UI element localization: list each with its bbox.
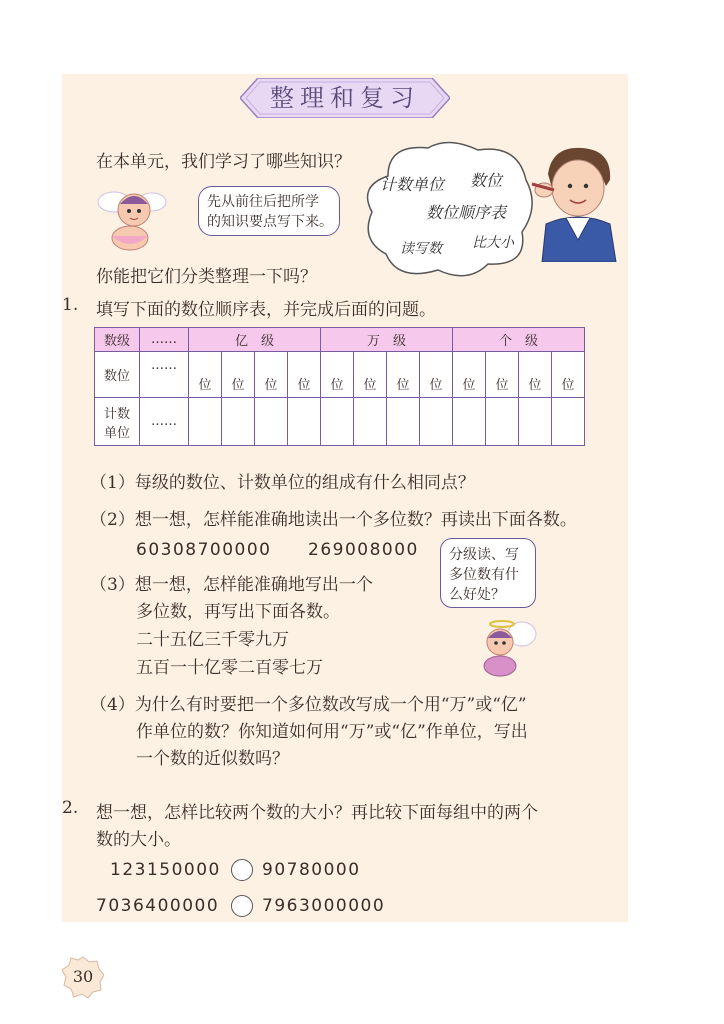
tip2-line-2: 多位数有什 bbox=[449, 567, 519, 583]
read-number-1: 60308700000 bbox=[136, 540, 272, 560]
compare-left-2: 7036400000 bbox=[96, 896, 220, 916]
unit-cell[interactable] bbox=[486, 398, 519, 446]
read-number-2: 269008000 bbox=[308, 540, 419, 560]
angel-icon bbox=[470, 616, 540, 678]
dots-cell: …… bbox=[140, 352, 189, 398]
q1-text: 填写下面的数位顺序表，并完成后面的问题。 bbox=[96, 300, 436, 320]
cloud-word-3: 数位顺序表 bbox=[426, 203, 507, 222]
row-head-units bbox=[95, 398, 140, 446]
unit-cell[interactable] bbox=[189, 398, 222, 446]
subquestion-2: （2）想一想，怎样能准确地读出一个多位数？再读出下面各数。 bbox=[90, 510, 577, 530]
table-row-places bbox=[95, 352, 585, 398]
intro-text: 在本单元，我们学习了哪些知识？ bbox=[96, 152, 351, 172]
subquestion-4-line-1: （4）为什么有时要把一个多位数改写成一个用“万”或“亿” bbox=[90, 695, 527, 715]
write-number-2: 五百一十亿零二百零七万 bbox=[136, 658, 323, 678]
subquestion-3-line-2: 多位数，再写出下面各数。 bbox=[136, 602, 340, 622]
ge-level-cell: 个 级 bbox=[453, 328, 585, 352]
angel-tip-line-2: 的知识要点写下来。 bbox=[207, 214, 333, 230]
place-cell[interactable]: 位 bbox=[420, 352, 453, 398]
cloud-word-2: 数位 bbox=[470, 171, 503, 190]
boy-icon bbox=[528, 144, 622, 262]
subquestion-4-line-3: 一个数的近似数吗？ bbox=[136, 749, 289, 769]
unit-cell[interactable] bbox=[321, 398, 354, 446]
unit-cell[interactable] bbox=[387, 398, 420, 446]
place-cell[interactable]: 位 bbox=[321, 352, 354, 398]
place-cell[interactable]: 位 bbox=[354, 352, 387, 398]
unit-cell[interactable] bbox=[222, 398, 255, 446]
place-cell[interactable]: 位 bbox=[519, 352, 552, 398]
subquestion-1: （1）每级的数位、计数单位的组成有什么相同点？ bbox=[90, 473, 475, 493]
compare-answer-circle-1[interactable] bbox=[231, 859, 253, 881]
row-head-levels: 数级 bbox=[95, 328, 140, 352]
place-cell[interactable]: 位 bbox=[552, 352, 585, 398]
page-number: 30 bbox=[72, 967, 94, 986]
unit-cell[interactable] bbox=[420, 398, 453, 446]
unit-cell[interactable] bbox=[453, 398, 486, 446]
write-number-1: 二十五亿三千零九万 bbox=[136, 630, 289, 650]
place-cell[interactable]: 位 bbox=[255, 352, 288, 398]
place-cell[interactable]: 位 bbox=[222, 352, 255, 398]
place-cell[interactable]: 位 bbox=[453, 352, 486, 398]
unit-cell[interactable] bbox=[519, 398, 552, 446]
cloud-word-4: 读写数 bbox=[400, 241, 442, 257]
q2-number: 2. bbox=[62, 798, 79, 818]
dots-cell: …… bbox=[140, 328, 189, 352]
cloud-word-1: 计数单位 bbox=[380, 175, 445, 194]
page-title: 整理和复习 bbox=[270, 84, 420, 112]
q2-line-2: 数的大小。 bbox=[96, 830, 181, 850]
subquestion-4-line-2: 作单位的数？你知道如何用“万”或“亿”作单位，写出 bbox=[136, 722, 528, 742]
q2-line-1: 想一想，怎样比较两个数的大小？再比较下面每组中的两个 bbox=[96, 803, 538, 823]
q1-number: 1. bbox=[62, 295, 79, 315]
title-banner bbox=[240, 78, 450, 118]
compare-left-1: 123150000 bbox=[110, 860, 221, 880]
dots-cell: …… bbox=[140, 398, 189, 446]
place-cell[interactable]: 位 bbox=[387, 352, 420, 398]
tip-bubble-2 bbox=[440, 538, 536, 608]
place-cell[interactable]: 位 bbox=[288, 352, 321, 398]
tip2-line-1: 分级读、写 bbox=[449, 547, 519, 563]
compare-answer-circle-2[interactable] bbox=[231, 895, 253, 917]
unit-cell[interactable] bbox=[288, 398, 321, 446]
table-row-levels bbox=[95, 328, 585, 352]
angel-icon bbox=[92, 180, 172, 254]
yi-level-cell: 亿 级 bbox=[189, 328, 321, 352]
subquestion-3-line-1: （3）想一想，怎样能准确地写出一个 bbox=[90, 575, 373, 595]
cloud-word-5: 比大小 bbox=[472, 235, 514, 251]
row-head-places: 数位 bbox=[95, 352, 140, 398]
angel-tip-bubble bbox=[198, 186, 340, 236]
compare-right-1: 90780000 bbox=[262, 860, 361, 880]
unit-cell[interactable] bbox=[255, 398, 288, 446]
wan-level-cell: 万 级 bbox=[321, 328, 453, 352]
place-value-table bbox=[94, 327, 585, 446]
tip2-line-3: 么好处？ bbox=[449, 587, 505, 603]
compare-right-2: 7963000000 bbox=[262, 896, 386, 916]
row-head-units-line-2: 单位 bbox=[103, 425, 130, 441]
unit-cell[interactable] bbox=[354, 398, 387, 446]
place-cell[interactable]: 位 bbox=[486, 352, 519, 398]
table-row-units bbox=[95, 398, 585, 446]
place-cell[interactable]: 位 bbox=[189, 352, 222, 398]
classify-text: 你能把它们分类整理一下吗？ bbox=[96, 267, 317, 287]
row-head-units-line-1: 计数 bbox=[103, 406, 130, 422]
unit-cell[interactable] bbox=[552, 398, 585, 446]
angel-tip-line-1: 先从前往后把所学 bbox=[207, 194, 319, 210]
